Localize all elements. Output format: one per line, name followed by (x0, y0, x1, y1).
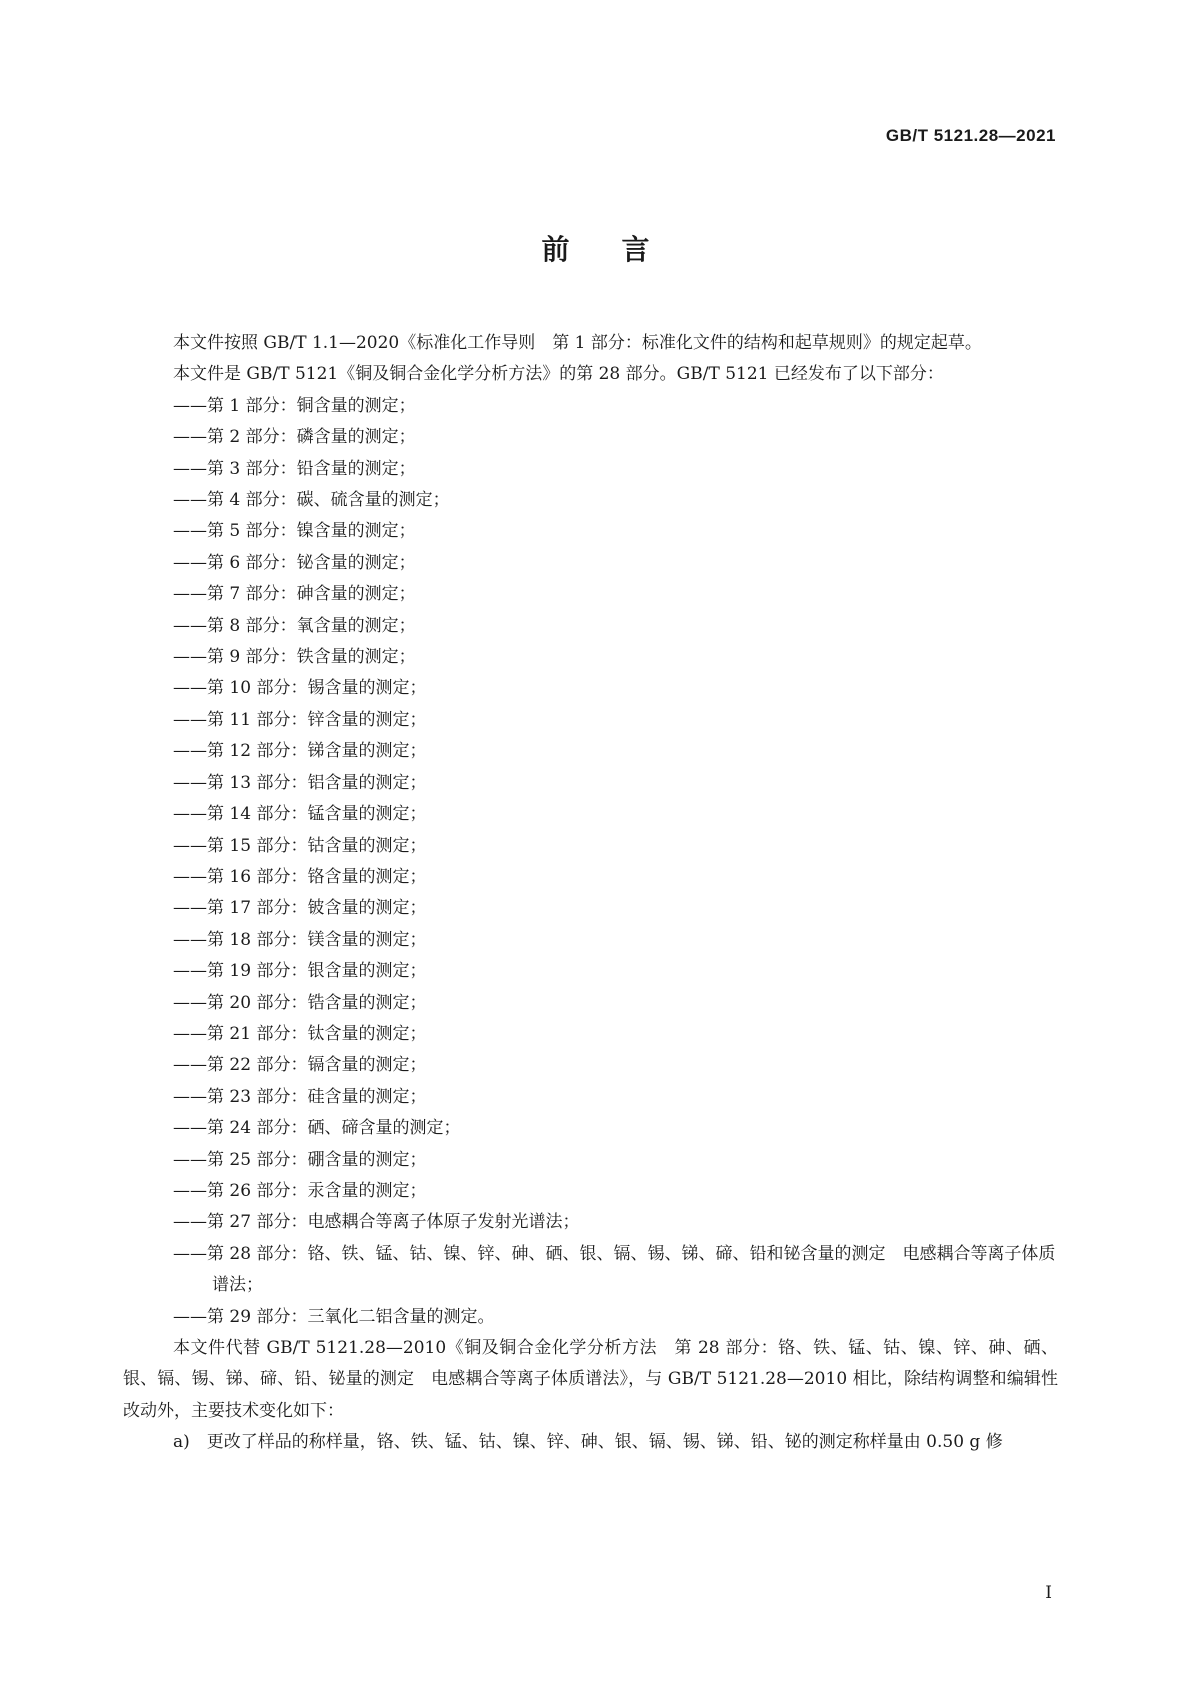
list-item: ——第 19 部分：银含量的测定； (173, 961, 427, 982)
list-item: ——第 25 部分：硼含量的测定； (173, 1149, 427, 1170)
paragraph-replacement-note: 本文件代替 GB/T 5121.28—2010《铜及铜合金化学分析方法 第 28 部分：铬、铁、锰、钴、镍、锌、砷、硒、银、镉、锡、锑、碲、铅、铋量的测定 电感耦合等离子体质谱法》，与 GB/T 5121.28—2010 相比，除结构调整和编辑性改动外，主要技术变化如下： (123, 1338, 1058, 1421)
list-item: ——第 21 部分：钛含量的测定； (173, 1023, 427, 1044)
list-item: ——第 29 部分：三氧化二铝含量的测定。 (173, 1306, 495, 1327)
list-item: ——第 4 部分：碳、硫含量的测定； (173, 490, 450, 511)
list-item: ——第 3 部分：铅含量的测定； (173, 458, 416, 479)
parts-list (123, 391, 1058, 1333)
page-number: I (1045, 1583, 1052, 1603)
list-item: ——第 18 部分：镁含量的测定； (173, 929, 427, 950)
list-item: ——第 13 部分：铝含量的测定； (173, 772, 427, 793)
list-item: ——第 24 部分：硒、碲含量的测定； (173, 1118, 461, 1139)
list-item: ——第 7 部分：砷含量的测定； (173, 584, 416, 605)
list-item: ——第 12 部分：锑含量的测定； (173, 741, 427, 762)
list-item: ——第 17 部分：铍含量的测定； (173, 898, 427, 919)
list-item: ——第 22 部分：镉含量的测定； (173, 1055, 427, 1076)
list-item: ——第 27 部分：电感耦合等离子体原子发射光谱法； (173, 1212, 580, 1233)
list-item: ——第 15 部分：钴含量的测定； (173, 835, 427, 856)
list-item: ——第 5 部分：镍含量的测定； (173, 521, 416, 542)
document-body (123, 328, 1058, 1459)
paragraph-drafting-rules: 本文件按照 GB/T 1.1—2020《标准化工作导则 第 1 部分：标准化文件的结构和起草规则》的规定起草。 (173, 333, 982, 353)
standard-number: GB/T 5121.28—2021 (885, 126, 1056, 145)
list-item: ——第 14 部分：锰含量的测定； (173, 804, 427, 825)
change-item-a: a) 更改了样品的称样量，铬、铁、锰、钴、镍、锌、砷、银、镉、锡、锑、铅、铋的测定称样量由 0.50 g 修 (173, 1432, 1003, 1453)
list-item: ——第 10 部分：锡含量的测定； (173, 678, 427, 699)
list-item: ——第 9 部分：铁含量的测定； (173, 647, 416, 668)
paragraph-series-intro: 本文件是 GB/T 5121《铜及铜合金化学分析方法》的第 28 部分。GB/T 5121 已经发布了以下部分： (173, 364, 944, 385)
list-item: ——第 23 部分：硅含量的测定； (173, 1086, 427, 1107)
list-item: ——第 2 部分：磷含量的测定； (173, 427, 416, 448)
list-item: ——第 20 部分：锆含量的测定； (173, 992, 427, 1013)
page-title: 前言 (541, 233, 702, 266)
list-item: ——第 11 部分：锌含量的测定； (173, 709, 427, 730)
list-item: ——第 28 部分：铬、铁、锰、钴、镍、锌、砷、硒、银、镉、锡、锑、碲、铅和铋含量的测定 电感耦合等离子体质谱法； (173, 1243, 1056, 1296)
list-item: ——第 16 部分：铬含量的测定； (173, 866, 427, 887)
list-item: ——第 8 部分：氧含量的测定； (173, 615, 416, 636)
list-item: ——第 6 部分：铋含量的测定； (173, 552, 416, 573)
list-item: ——第 1 部分：铜含量的测定； (173, 395, 416, 416)
list-item: ——第 26 部分：汞含量的测定； (173, 1180, 427, 1201)
